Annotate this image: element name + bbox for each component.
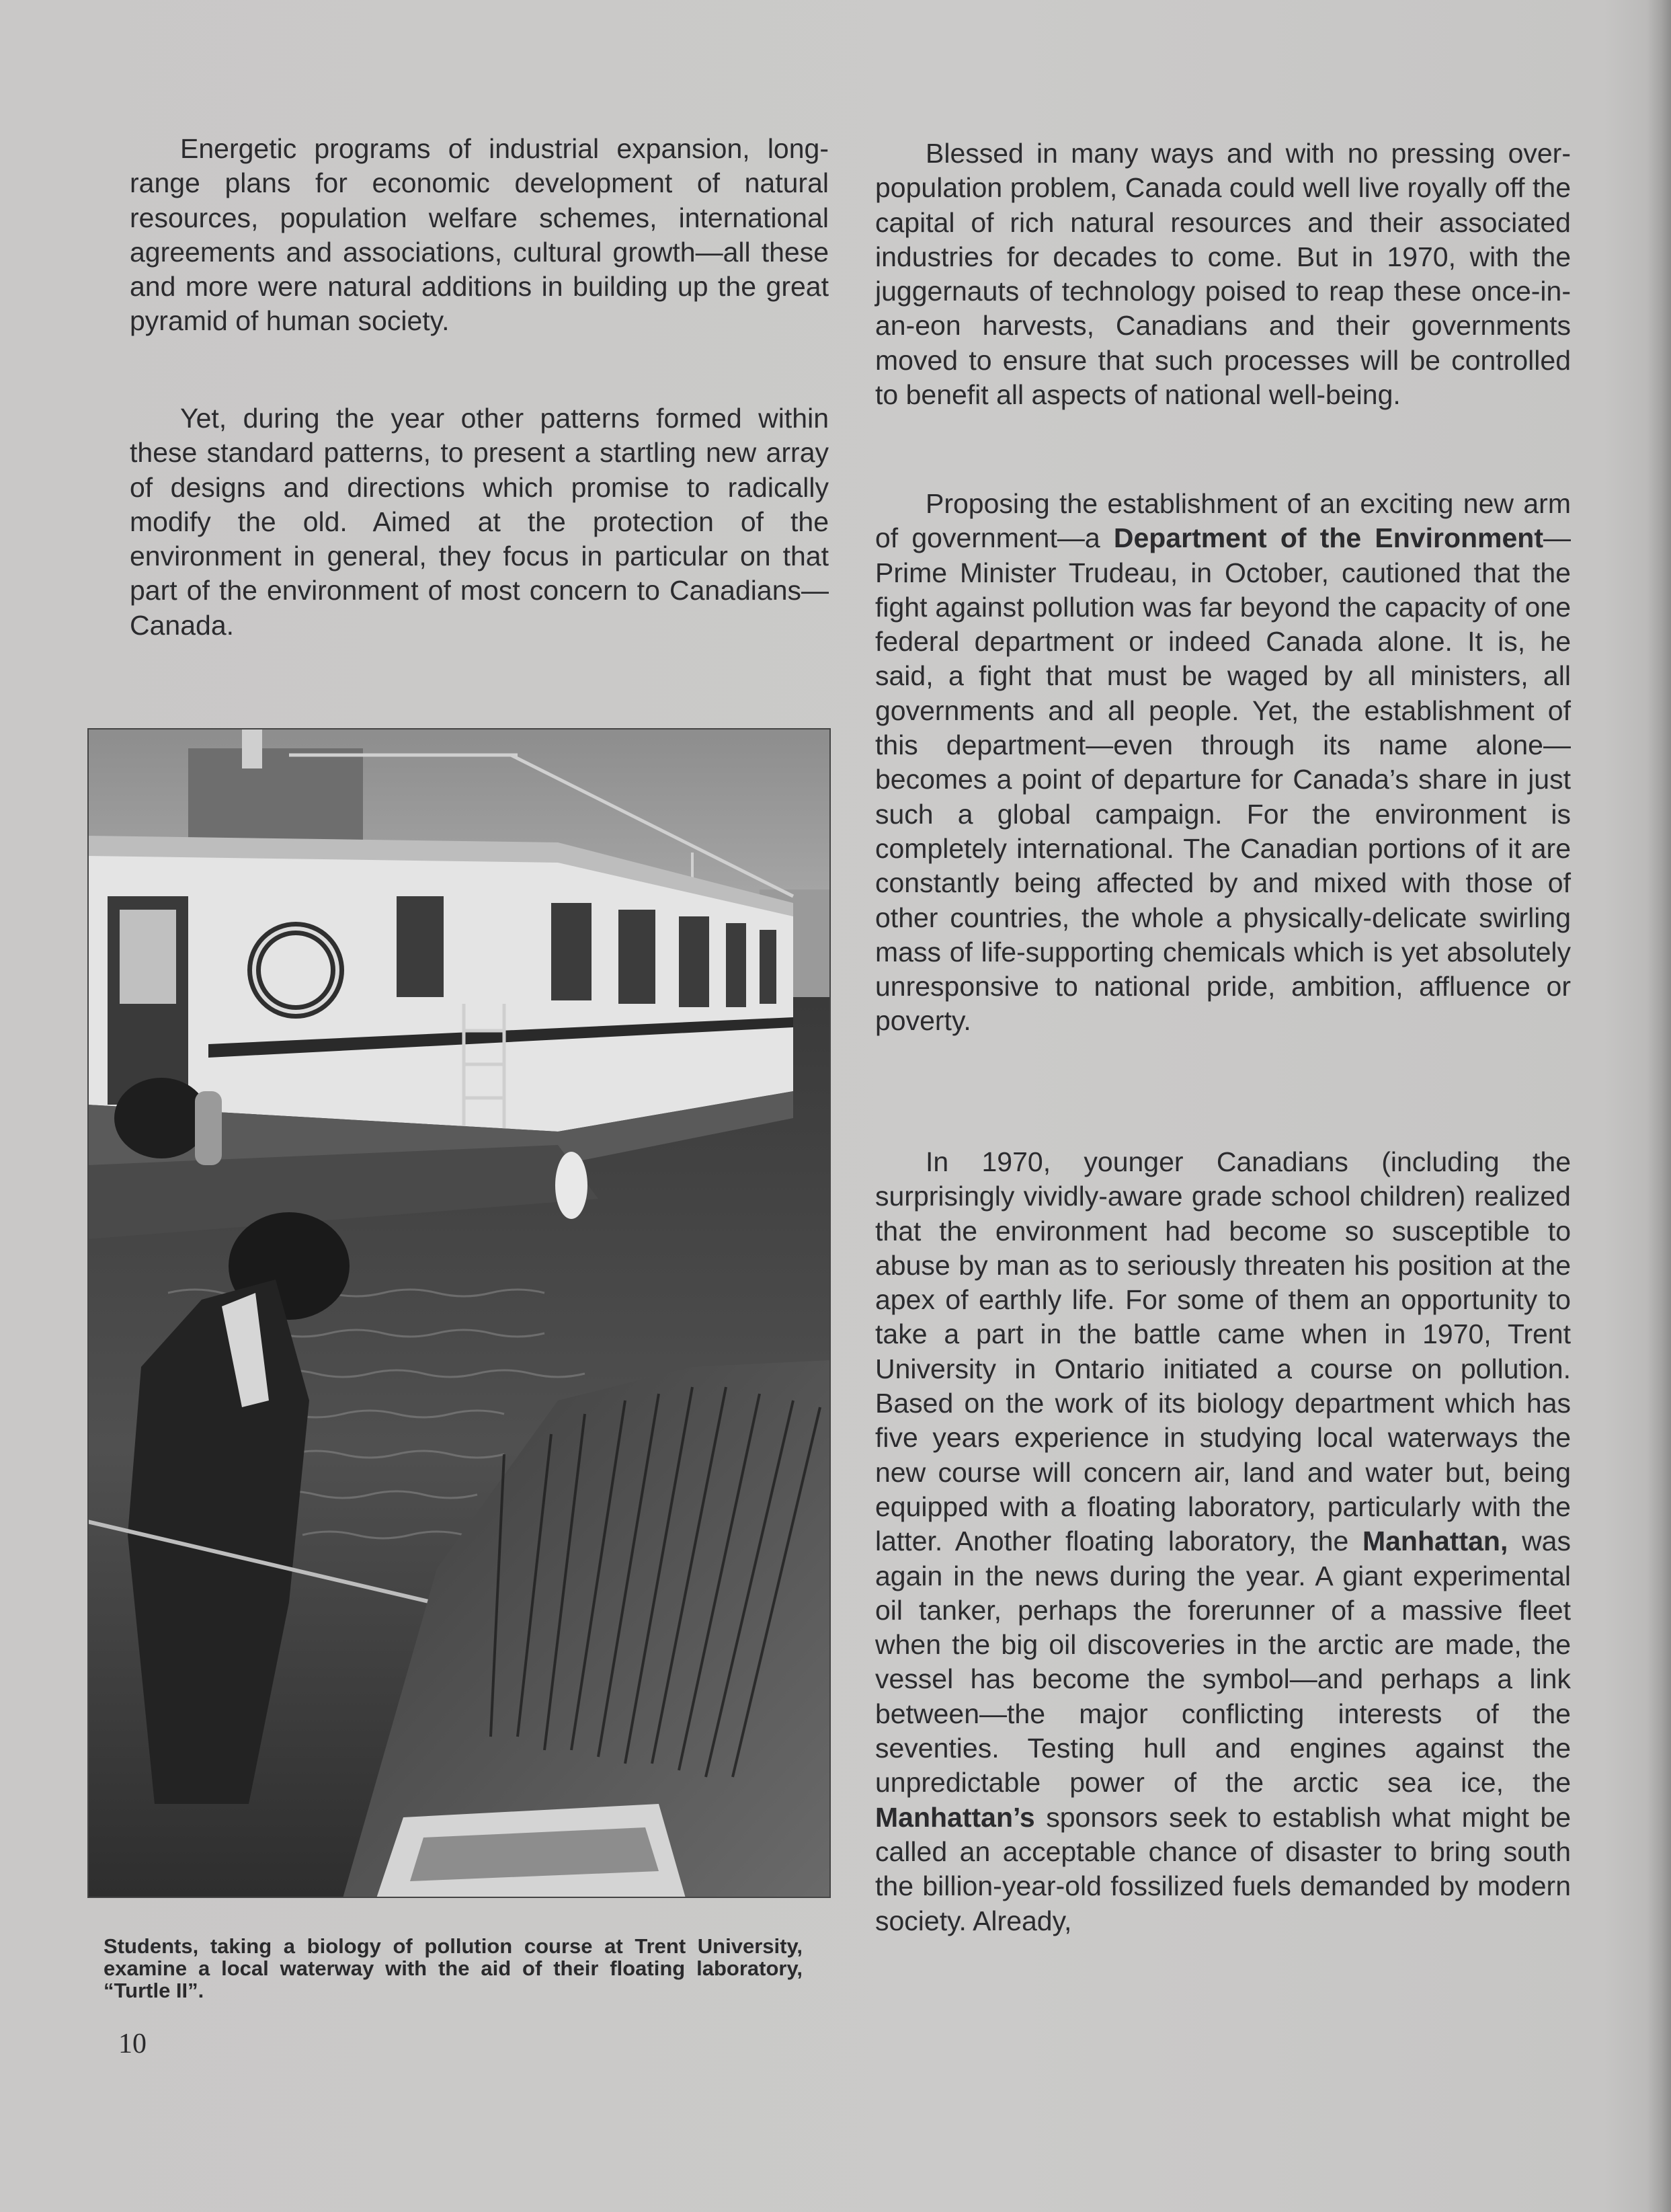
manhattan-emphasis: Manhattan,: [1362, 1526, 1508, 1557]
page-number: 10: [118, 2028, 147, 2059]
right-paragraph-1: Blessed in many ways and with no pressing over-population problem, Canada could well live royally off the capital of rich natural resources and their associated industries for decades to come. But in 1970, with the juggernauts of technology poised to reap these once-in-an-eon harvests, Canadians and their governments moved to ensure that such processes will be controlled to benefit all aspects of national well-being.: [875, 138, 1571, 411]
right-paragraph-3-part-a: In 1970, younger Canadians (including the surprisingly vividly-aware grade school children) realized that the environment had become so susceptible to abuse by man as to seriously threaten his position at the apex of earthly life. For some of them an opportunity to take a part in the battle came when in 1970, Trent University in Ontario initiated a course on pollution. Based on the work of its biology department which has five years experience in studying local waterways the new course will concern air, land and water but, being equipped with a floating laboratory, particularly with the latter. Another floating laboratory, the: [875, 1146, 1571, 1557]
right-paragraph-2-start: Proposing the establishment of an exciting new arm of government—a: [875, 488, 1571, 554]
left-paragraph-1: Energetic programs of industrial expansion, long-range plans for economic development of natural resources, population welfare schemes, international agreements and associations, cultural growth—all these and more were natural additions in building up the great pyramid of human society.: [130, 133, 829, 337]
right-paragraph-3-part-c: sponsors seek to establish what might be called an acceptable chance of disaster to bring south the billion-year-old fossilized fuels demanded by modern society. Already,: [875, 1801, 1571, 1936]
houseboat-photo: [87, 728, 831, 1898]
right-paragraph-3: [875, 1145, 1571, 1938]
right-paragraph-3-part-b: was again in the news during the year. A giant experimental oil tanker, perhaps the forerunner of a massive fleet when the big oil discoveries in the arctic are made, the vessel has become the symbol—and perhaps a link between—the major conflicting interests of the seventies. Testing hull and engines against the unpredictable power of the arctic sea ice, the: [875, 1526, 1571, 1799]
right-paragraph-2: [875, 487, 1571, 1039]
department-of-environment-emphasis: Department of the Environment: [1113, 522, 1543, 554]
photo-caption: Students, taking a biology of pollution course at Trent University, examine a local waterway with the aid of their floating laboratory, “Turtle II”.: [104, 1934, 803, 2002]
left-paragraph-2: Yet, during the year other patterns formed within these standard patterns, to present a startling new array of designs and directions which promise to radically modify the old. Aimed at the protection of the environment in general, they focus in particular on that part of the environment of most concern to Canadians—Canada.: [130, 403, 829, 641]
right-paragraph-2-end: —Prime Minister Trudeau, in October, cautioned that the fight against pollution was far beyond the capacity of one federal department or indeed Canada alone. It is, he said, a fight that must be waged by all ministers, all governments and all people. Yet, the establishment of this department—even through its name alone—becomes a point of departure for Canada’s share in just such a global campaign. For the environment is completely international. The Canadian portions of it are constantly being affected by and mixed with those of other countries, the whole a physically-delicate swirling mass of life-supporting chemicals which is yet absolutely unresponsive to national pride, ambition, affluence or poverty.: [875, 522, 1571, 1037]
manhattans-emphasis: Manhattan’s: [875, 1801, 1035, 1833]
page-edge-shadow: [1647, 0, 1671, 2212]
